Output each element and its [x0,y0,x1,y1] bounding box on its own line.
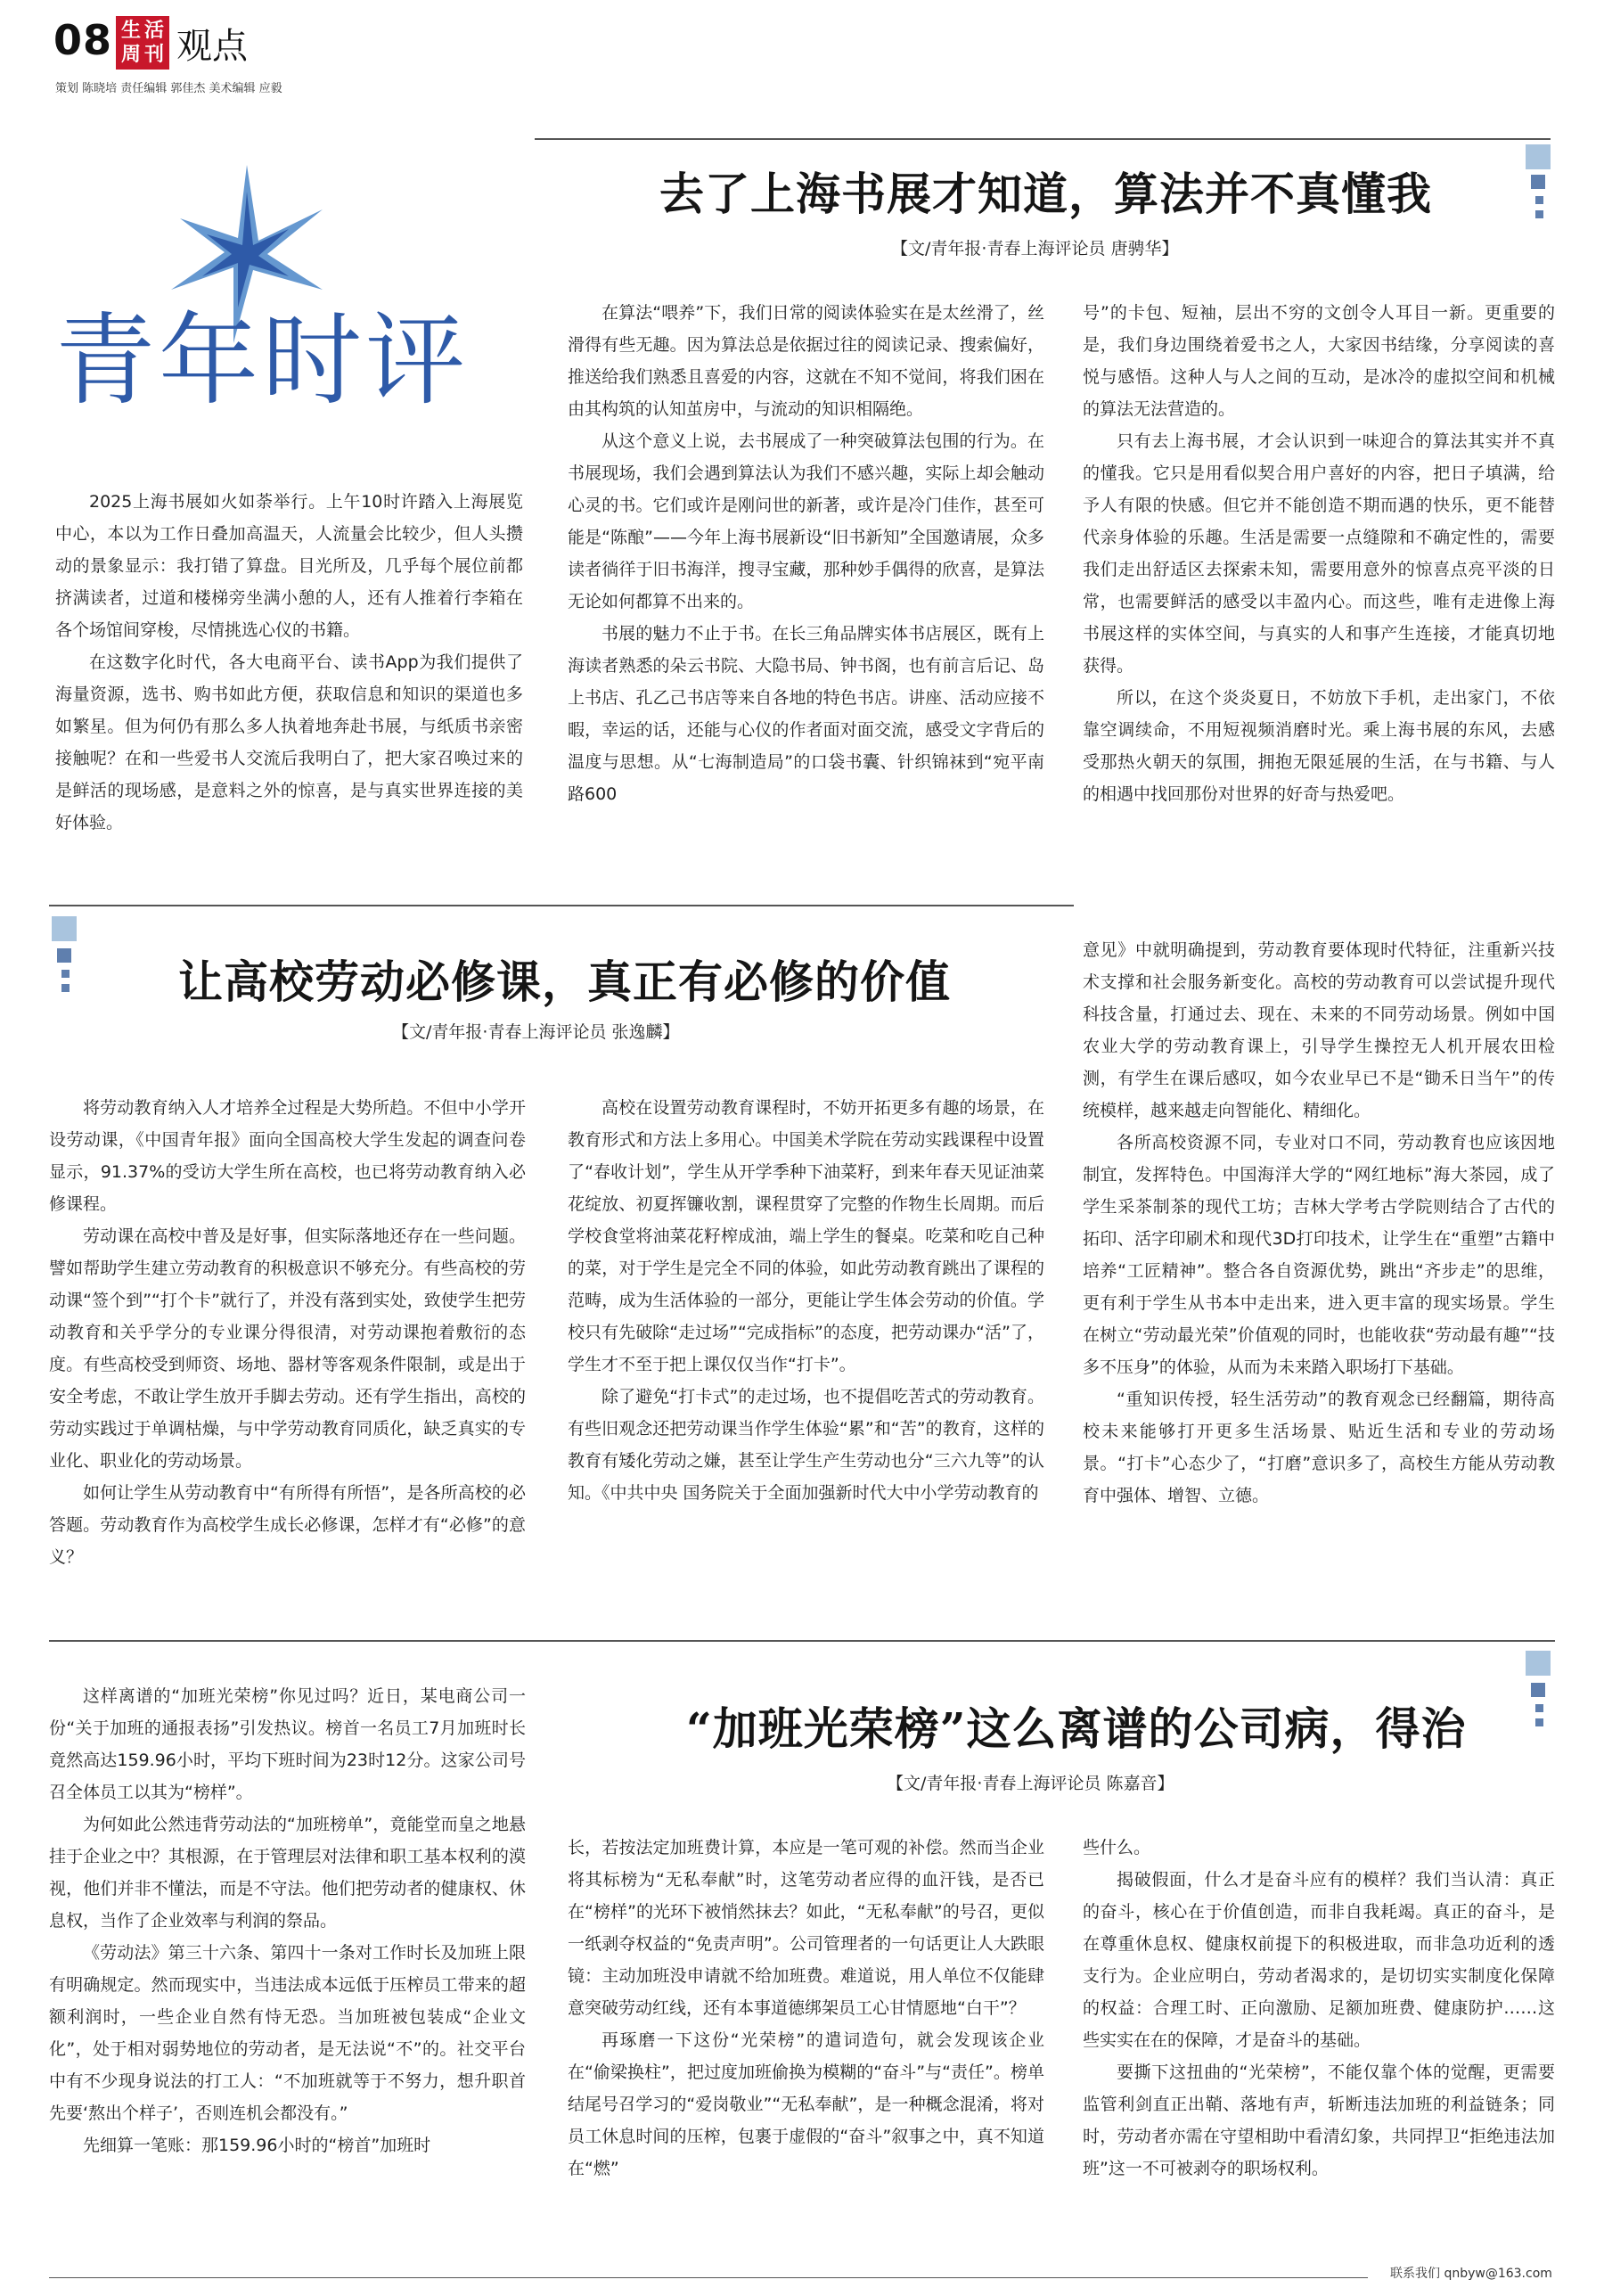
paragraph: 再琢磨一下这份“光荣榜”的遣词造句，就会发现该企业在“偷梁换柱”，把过度加班偷换为模糊的“奋斗”与“责任”。榜单结尾号召学习的“爱岗敬业”“无私奉献”，是一种概念混淆，将对员工休息时间的压榨，包裹于虚假的“奋斗”叙事之中，真不知道在“燃” [568,2030,1044,2178]
paragraph: 些什么。 [1083,1838,1151,1857]
paragraph: 书展的魅力不止于书。在长三角品牌实体书店展区，既有上海读者熟悉的朵云书院、大隐书局、钟书阁，也有前言后记、岛上书店、孔乙己书店等来自各地的特色书店。讲座、活动应接不暇，幸运的话，还能与心仪的作者面对面交流，感受文字背后的温度与思想。从“七海制造局”的口袋书囊、针织锦袜到“宛平南路600 [568,624,1044,804]
newspaper-logo: 生 活 周 刊 [116,16,169,70]
paragraph: 除了避免“打卡式”的走过场，也不提倡吃苦式的劳动教育。有些旧观念还把劳动课当作学生体验“累”和“苦”的教育，这样的教育有矮化劳动之嫌，甚至让学生产生劳动也分“三六九等”的认知。《中共中央 国务院关于全面加强新时代大中小学劳动教育的 [568,1387,1044,1503]
deco-square [1535,1718,1543,1726]
paragraph: 所以，在这个炎炎夏日，不妨放下手机，走出家门，不依靠空调续命，不用短视频消磨时光。乘上海书展的东风，去感受那热火朝天的氛围，拥抱无限延展的生活，在与书籍、与人的相遇中找回那份对世界的好奇与热爱吧。 [1083,688,1555,804]
column-logo-text: 青年时评 [55,303,469,419]
article2-top-rule [49,905,1074,906]
article1-top-rule [535,138,1551,140]
deco-square [1535,196,1543,204]
deco-square [57,948,71,963]
paragraph: 如何让学生从劳动教育中“有所得有所悟”，是各所高校的必答题。劳动教育作为高校学生成长必修课，怎样才有“必修”的意义？ [49,1483,526,1567]
paragraph: 各所高校资源不同，专业对口不同，劳动教育也应该因地制宜，发挥特色。中国海洋大学的“网红地标”海大茶园，成了学生采茶制茶的现代工坊；吉林大学考古学院则结合了古代的拓印、活字印刷术和现代3D打印技术，让学生在“重塑”古籍中培养“工匠精神”。整合各自资源优势，跳出“齐步走”的思维，更有利于学生从书本中走出来，进入更丰富的现实场景。学生在树立“劳动最光荣”价值观的同时，也能收获“劳动最有趣”“技多不压身”的体验，从而为未来踏入职场打下基础。 [1083,1133,1555,1377]
paragraph: 将劳动教育纳入人才培养全过程是大势所趋。不但中小学开设劳动课，《中国青年报》面向全国高校大学生发起的调查问卷显示，91.37%的受访大学生所在高校，也已将劳动教育纳入必修课程。 [49,1098,526,1214]
paragraph: 从这个意义上说，去书展成了一种突破算法包围的行为。在书展现场，我们会遇到算法认为我们不感兴趣，实际上却会触动心灵的书。它们或许是刚问世的新著，或许是冷门佳作，甚至可能是“陈酿”——今年上海书展新设“旧书新知”全国邀请展，众多读者徜徉于旧书海洋，搜寻宝藏，那种妙手偶得的欣喜，是算法无论如何都算不出来的。 [568,431,1044,611]
article2-byline: 【文/青年报·青春上海评论员 张逸麟】 [392,1022,680,1042]
paragraph: 先细算一笔账：那159.96小时的“榜首”加班时 [83,2136,431,2155]
paragraph: “重知识传授，轻生活劳动”的教育观念已经翻篇，期待高校未来能够打开更多生活场景、贴近生活和专业的劳动场景。“打卡”心态少了，“打磨”意识多了，高校生方能从劳动教育中强体、增智、立德。 [1083,1390,1555,1505]
article3-title: “加班光荣榜”这么离谱的公司病，得治 [686,1702,1467,1755]
article2-column-1 [49,1092,526,1573]
deco-square [1526,1651,1551,1676]
article1-byline: 【文/青年报·青春上海评论员 唐骋华】 [891,239,1179,258]
article2-column-3 [1083,934,1555,1512]
contact-info: 联系我们 qnbyw@163.com [1390,2267,1552,2281]
editorial-credits: 策划 陈晓培 责任编辑 郭佳杰 美术编辑 应毅 [55,82,282,95]
footer-rule [49,2277,1368,2278]
article2-title: 让高校劳动必修课，真正有必修的价值 [178,955,951,1008]
paragraph: 高校在设置劳动教育课程时，不妨开拓更多有趣的场景，在教育形式和方法上多用心。中国美术学院在劳动实践课程中设置了“春收计划”，学生从开学季种下油菜籽，到来年春天见证油菜花绽放、初夏挥镰收割，课程贯穿了完整的作物生长周期。而后学校食堂将油菜花籽榨成油，端上学生的餐桌。吃菜和吃自己种的菜，对于学生是完全不同的体验，如此劳动教育跳出了课程的范畴，成为生活体验的一部分，更能让学生体会劳动的价值。学校只有先破除“走过场”“完成指标”的态度，把劳动课办“活”了，学生才不至于把上课仅仅当作“打卡”。 [568,1098,1044,1374]
deco-square [1531,1683,1545,1697]
paragraph: 只有去上海书展，才会认识到一味迎合的算法其实并不真的懂我。它只是用看似契合用户喜好的内容，把日子填满，给予人有限的快感。但它并不能创造不期而遇的快乐，更不能替代亲身体验的乐趣。生活是需要一点缝隙和不确定性的，需要我们走出舒适区去探索未知，需要用意外的惊喜点亮平淡的日常，也需要鲜活的感受以丰盈内心。而这些，唯有走进像上海书展这样的实体空间，与真实的人和事产生连接，才能真切地获得。 [1083,431,1555,676]
article1-column-2 [568,297,1044,810]
paragraph: 意见》中就明确提到，劳动教育要体现时代特征，注重新兴技术支撑和社会服务新变化。高校的劳动教育可以尝试提升现代科技含量，打通过去、现在、未来的不同劳动场景。例如中国农业大学的劳动教育课上，引导学生操控无人机开展农田检测，有学生在课后感叹，如今农业早已不是“锄禾日当午”的传统模样，越来越走向智能化、精细化。 [1083,940,1555,1120]
article1-title: 去了上海书展才知道，算法并不真懂我 [659,168,1432,220]
deco-square [1526,144,1551,169]
paragraph: 号”的卡包、短袖，层出不穷的文创令人耳目一新。更重要的是，我们身边围绕着爱书之人，大家因书结缘，分享阅读的喜悦与感悟。这种人与人之间的互动，是冰冷的虚拟空间和机械的算法无法营造的。 [1083,303,1555,419]
article1-column-3 [1083,297,1555,810]
article3-column-2 [568,1832,1044,2185]
paragraph: 2025上海书展如火如荼举行。上午10时许踏入上海展览中心，本以为工作日叠加高温天，人流量会比较少，但人头攒动的景象显示：我打错了算盘。目光所及，几乎每个展位前都挤满读者，过道和楼梯旁坐满小憩的人，还有人推着行李箱在各个场馆间穿梭，尽情挑选心仪的书籍。 [55,492,523,640]
page-number: 08 [53,16,113,64]
deco-square [61,970,70,978]
paragraph: 为何如此公然违背劳动法的“加班榜单”，竟能堂而皇之地悬挂于企业之中？其根源，在于管理层对法律和职工基本权利的漠视，他们并非不懂法，而是不守法。他们把劳动者的健康权、休息权，当作了企业效率与利润的祭品。 [49,1815,526,1931]
deco-square [1535,1704,1543,1712]
paragraph: 劳动课在高校中普及是好事，但实际落地还存在一些问题。譬如帮助学生建立劳动教育的积极意识不够充分。有些高校的劳动课“签个到”“打个卡”就行了，并没有落到实处，致使学生把劳动教育和关乎学分的专业课分得很清，对劳动课抱着敷衍的态度。有些高校受到师资、场地、器材等客观条件限制，或是出于安全考虑，不敢让学生放开手脚去劳动。还有学生指出，高校的劳动实践过于单调枯燥，与中学劳动教育同质化，缺乏真实的专业化、职业化的劳动场景。 [49,1226,526,1471]
article3-column-3 [1083,1832,1555,2185]
deco-square [61,984,70,992]
section-title: 观点 [176,26,248,67]
deco-square [1535,210,1543,218]
paragraph: 这样离谱的“加班光荣榜”你见过吗？近日，某电商公司一份“关于加班的通报表扬”引发热议。榜首一名员工7月加班时长竟然高达159.96小时，平均下班时间为23时12分。这家公司号召全体员工以其为“榜样”。 [49,1686,526,1802]
article2-column-2 [568,1092,1044,1509]
deco-square [1531,175,1545,189]
article1-column-1 [55,486,523,839]
article3-column-1 [49,1680,526,2161]
column-logo [55,156,519,441]
article3-top-rule [49,1640,1555,1642]
deco-square [52,916,77,941]
paragraph: 要撕下这扭曲的“光荣榜”，不能仅靠个体的觉醒，更需要监管利剑直正出鞘、落地有声，斩断违法加班的利益链条；同时，劳动者亦需在守望相助中看清幻象，共同捍卫“拒绝违法加班”这一不可被剥夺的职场权利。 [1083,2062,1555,2178]
paragraph: 《劳动法》第三十六条、第四十一条对工作时长及加班上限有明确规定。然而现实中，当违法成本远低于压榨员工带来的超额利润时，一些企业自然有恃无恐。当加班被包装成“企业文化”，处于相对弱势地位的劳动者，是无法说“不”的。社交平台中有不少现身说法的打工人：“不加班就等于不努力，想升职首先要‘熬出个样子’，否则连机会都没有。” [49,1943,526,2123]
article3-byline: 【文/青年报·青春上海评论员 陈嘉音】 [887,1774,1174,1793]
paragraph: 揭破假面，什么才是奋斗应有的模样？我们当认清：真正的奋斗，核心在于价值创造，而非自我耗竭。真正的奋斗，是在尊重休息权、健康权前提下的积极进取，而非急功近利的透支行为。企业应明白，劳动者渴求的，是切切实实制度化保障的权益：合理工时、正向激励、足额加班费、健康防护……这些实实在在的保障，才是奋斗的基础。 [1083,1870,1555,2050]
paragraph: 在算法“喂养”下，我们日常的阅读体验实在是太丝滑了，丝滑得有些无趣。因为算法总是依据过往的阅读记录、搜索偏好，推送给我们熟悉且喜爱的内容，这就在不知不觉间，将我们困在由其构筑的认知茧房中，与流动的知识相隔绝。 [568,303,1044,419]
paragraph: 长，若按法定加班费计算，本应是一笔可观的补偿。然而当企业将其标榜为“无私奉献”时，这笔劳动者应得的血汗钱，是否已在“榜样”的光环下被悄然抹去？如此，“无私奉献”的号召，更似一纸剥夺权益的“免责声明”。公司管理者的一句话更让人大跌眼镜：主动加班没申请就不给加班费。难道说，用人单位不仅能肆意突破劳动红线，还有本事道德绑架员工心甘情愿地“白干”？ [568,1838,1044,2018]
paragraph: 在这数字化时代，各大电商平台、读书App为我们提供了海量资源，选书、购书如此方便，获取信息和知识的渠道也多如繁星。但为何仍有那么多人执着地奔赴书展，与纸质书亲密接触呢？在和一些爱书人交流后我明白了，把大家召唤过来的是鲜活的现场感，是意料之外的惊喜，是与真实世界连接的美好体验。 [55,652,523,832]
